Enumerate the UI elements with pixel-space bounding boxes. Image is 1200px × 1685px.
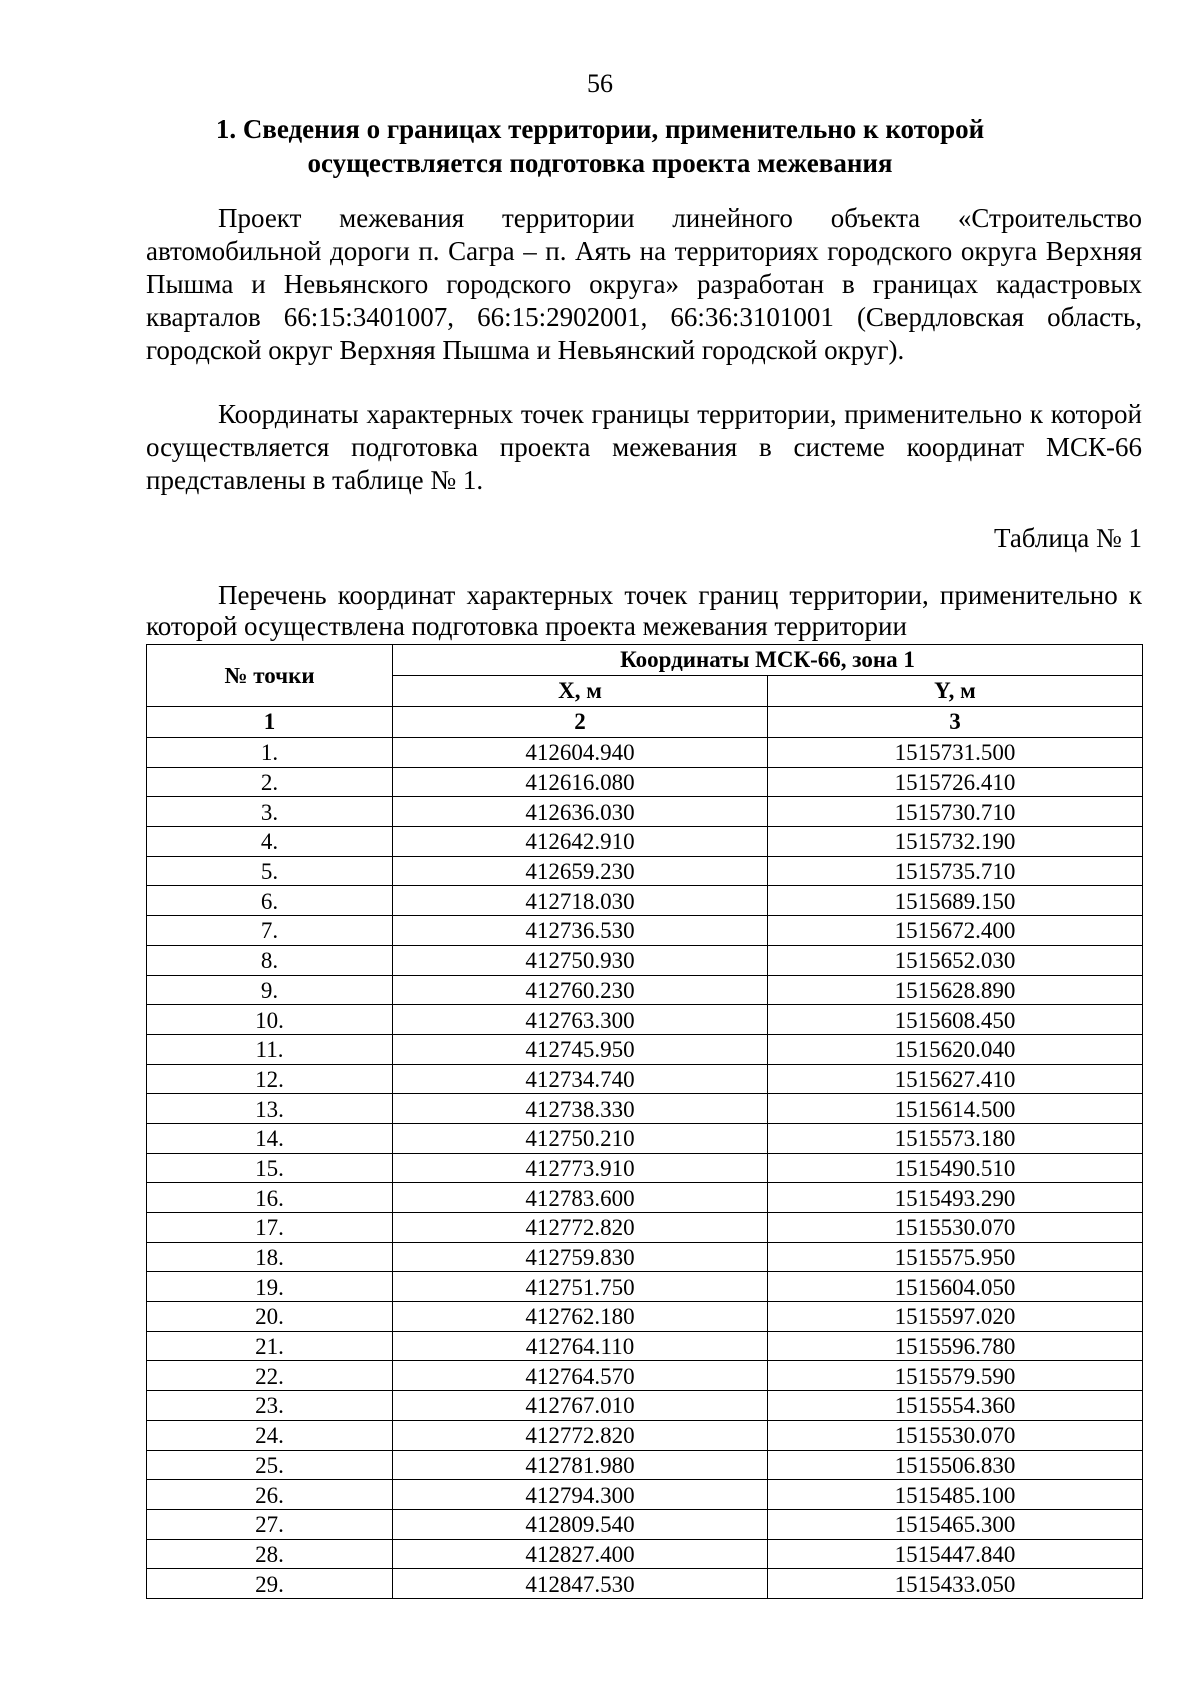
x-coordinate-cell: 412745.950 bbox=[393, 1034, 768, 1064]
x-coordinate-cell: 412764.570 bbox=[393, 1361, 768, 1391]
table-row bbox=[147, 1539, 1143, 1569]
table-row bbox=[147, 1005, 1143, 1035]
table-caption: Перечень координат характерных точек границ территории, применительно к которой осуществлена подготовка проекта межевания территории bbox=[146, 580, 1142, 641]
page-number: 56 bbox=[587, 69, 613, 98]
y-coordinate-cell: 1515485.100 bbox=[768, 1480, 1143, 1510]
x-coordinate-cell: 412636.030 bbox=[393, 797, 768, 827]
point-number-cell: 11. bbox=[147, 1034, 393, 1064]
y-coordinate-cell: 1515530.070 bbox=[768, 1420, 1143, 1450]
point-number-cell: 16. bbox=[147, 1183, 393, 1213]
column-number: 3 bbox=[768, 707, 1143, 738]
table-number: Таблица № 1 bbox=[994, 523, 1142, 553]
table-row bbox=[147, 945, 1143, 975]
point-number-cell: 19. bbox=[147, 1272, 393, 1302]
point-number-cell: 4. bbox=[147, 827, 393, 857]
table-row bbox=[147, 797, 1143, 827]
y-coordinate-cell: 1515530.070 bbox=[768, 1213, 1143, 1243]
y-coordinate-cell: 1515490.510 bbox=[768, 1153, 1143, 1183]
x-coordinate-cell: 412809.540 bbox=[393, 1509, 768, 1539]
x-coordinate-cell: 412781.980 bbox=[393, 1450, 768, 1480]
y-coordinate-cell: 1515620.040 bbox=[768, 1034, 1143, 1064]
x-coordinate-cell: 412734.740 bbox=[393, 1064, 768, 1094]
point-number-cell: 10. bbox=[147, 1005, 393, 1035]
table-row bbox=[147, 916, 1143, 946]
header-coordinates-group: Координаты МСК-66, зона 1 bbox=[393, 645, 1143, 676]
point-number-cell: 24. bbox=[147, 1420, 393, 1450]
point-number-cell: 28. bbox=[147, 1539, 393, 1569]
point-number-cell: 18. bbox=[147, 1242, 393, 1272]
table-row bbox=[147, 767, 1143, 797]
y-coordinate-cell: 1515554.360 bbox=[768, 1391, 1143, 1421]
x-coordinate-cell: 412604.940 bbox=[393, 738, 768, 768]
point-number-cell: 21. bbox=[147, 1331, 393, 1361]
section-heading-line-2: осуществляется подготовка проекта межевания bbox=[307, 148, 893, 178]
point-number-cell: 8. bbox=[147, 945, 393, 975]
x-coordinate-cell: 412616.080 bbox=[393, 767, 768, 797]
y-coordinate-cell: 1515627.410 bbox=[768, 1064, 1143, 1094]
y-coordinate-cell: 1515573.180 bbox=[768, 1123, 1143, 1153]
point-number-cell: 7. bbox=[147, 916, 393, 946]
column-number-row bbox=[147, 707, 1143, 738]
section-heading bbox=[150, 112, 1050, 180]
section-heading-line-1: 1. Сведения о границах территории, применительно к которой bbox=[215, 114, 985, 144]
x-coordinate-cell: 412738.330 bbox=[393, 1094, 768, 1124]
y-coordinate-cell: 1515493.290 bbox=[768, 1183, 1143, 1213]
y-coordinate-cell: 1515732.190 bbox=[768, 827, 1143, 857]
table-row bbox=[147, 1242, 1143, 1272]
table-row bbox=[147, 1480, 1143, 1510]
point-number-cell: 15. bbox=[147, 1153, 393, 1183]
point-number-cell: 25. bbox=[147, 1450, 393, 1480]
table-row bbox=[147, 1272, 1143, 1302]
y-coordinate-cell: 1515506.830 bbox=[768, 1450, 1143, 1480]
column-number: 1 bbox=[147, 707, 393, 738]
point-number-cell: 14. bbox=[147, 1123, 393, 1153]
y-coordinate-cell: 1515726.410 bbox=[768, 767, 1143, 797]
x-coordinate-cell: 412767.010 bbox=[393, 1391, 768, 1421]
x-coordinate-cell: 412751.750 bbox=[393, 1272, 768, 1302]
table-row bbox=[147, 1153, 1143, 1183]
paragraph-project-description: Проект межевания территории линейного объекта «Строительство автомобильной дороги п. Сагра – п. Аять на территориях городского округа Верхняя Пышма и Невьянского городского округа» разработан в границах кадастровых кварталов 66:15:3401007, 66:15:2902001, 66:36:3101001 (Свердловская область, городской округ Верхняя Пышма и Невьянский городской округ). bbox=[146, 203, 1142, 365]
point-number-cell: 6. bbox=[147, 886, 393, 916]
point-number-cell: 22. bbox=[147, 1361, 393, 1391]
x-coordinate-cell: 412772.820 bbox=[393, 1420, 768, 1450]
x-coordinate-cell: 412760.230 bbox=[393, 975, 768, 1005]
x-coordinate-cell: 412763.300 bbox=[393, 1005, 768, 1035]
point-number-cell: 23. bbox=[147, 1391, 393, 1421]
x-coordinate-cell: 412736.530 bbox=[393, 916, 768, 946]
x-coordinate-cell: 412750.210 bbox=[393, 1123, 768, 1153]
table-row bbox=[147, 1331, 1143, 1361]
y-coordinate-cell: 1515672.400 bbox=[768, 916, 1143, 946]
x-coordinate-cell: 412718.030 bbox=[393, 886, 768, 916]
table-row bbox=[147, 1213, 1143, 1243]
y-coordinate-cell: 1515730.710 bbox=[768, 797, 1143, 827]
table-row bbox=[147, 1123, 1143, 1153]
table-row bbox=[147, 1361, 1143, 1391]
point-number-cell: 13. bbox=[147, 1094, 393, 1124]
header-point-number: № точки bbox=[147, 645, 393, 707]
y-coordinate-cell: 1515628.890 bbox=[768, 975, 1143, 1005]
table-row bbox=[147, 856, 1143, 886]
y-coordinate-cell: 1515575.950 bbox=[768, 1242, 1143, 1272]
x-coordinate-cell: 412642.910 bbox=[393, 827, 768, 857]
y-coordinate-cell: 1515465.300 bbox=[768, 1509, 1143, 1539]
y-coordinate-cell: 1515433.050 bbox=[768, 1569, 1143, 1599]
x-coordinate-cell: 412847.530 bbox=[393, 1569, 768, 1599]
point-number-cell: 1. bbox=[147, 738, 393, 768]
y-coordinate-cell: 1515579.590 bbox=[768, 1361, 1143, 1391]
paragraph-coordinates-intro: Координаты характерных точек границы территории, применительно к которой осуществляется подготовка проекта межевания в системе координат МСК-66 представлены в таблице № 1. bbox=[146, 399, 1142, 495]
x-coordinate-cell: 412783.600 bbox=[393, 1183, 768, 1213]
point-number-cell: 5. bbox=[147, 856, 393, 886]
table-row bbox=[147, 1302, 1143, 1332]
y-coordinate-cell: 1515608.450 bbox=[768, 1005, 1143, 1035]
coordinates-table bbox=[146, 644, 1143, 1599]
point-number-cell: 29. bbox=[147, 1569, 393, 1599]
y-coordinate-cell: 1515596.780 bbox=[768, 1331, 1143, 1361]
point-number-cell: 26. bbox=[147, 1480, 393, 1510]
x-coordinate-cell: 412750.930 bbox=[393, 945, 768, 975]
y-coordinate-cell: 1515731.500 bbox=[768, 738, 1143, 768]
table-row bbox=[147, 1420, 1143, 1450]
table-row bbox=[147, 1391, 1143, 1421]
coordinates-table-body bbox=[147, 738, 1143, 1599]
x-coordinate-cell: 412773.910 bbox=[393, 1153, 768, 1183]
y-coordinate-cell: 1515652.030 bbox=[768, 945, 1143, 975]
table-row bbox=[147, 1094, 1143, 1124]
table-row bbox=[147, 886, 1143, 916]
table-row bbox=[147, 827, 1143, 857]
x-coordinate-cell: 412827.400 bbox=[393, 1539, 768, 1569]
table-row bbox=[147, 1064, 1143, 1094]
header-y: Y, м bbox=[768, 676, 1143, 707]
x-coordinate-cell: 412772.820 bbox=[393, 1213, 768, 1243]
y-coordinate-cell: 1515735.710 bbox=[768, 856, 1143, 886]
point-number-cell: 17. bbox=[147, 1213, 393, 1243]
y-coordinate-cell: 1515689.150 bbox=[768, 886, 1143, 916]
y-coordinate-cell: 1515614.500 bbox=[768, 1094, 1143, 1124]
header-x: X, м bbox=[393, 676, 768, 707]
y-coordinate-cell: 1515597.020 bbox=[768, 1302, 1143, 1332]
table-row bbox=[147, 1450, 1143, 1480]
x-coordinate-cell: 412659.230 bbox=[393, 856, 768, 886]
table-row bbox=[147, 975, 1143, 1005]
y-coordinate-cell: 1515447.840 bbox=[768, 1539, 1143, 1569]
point-number-cell: 2. bbox=[147, 767, 393, 797]
table-row bbox=[147, 738, 1143, 768]
table-row bbox=[147, 1034, 1143, 1064]
point-number-cell: 27. bbox=[147, 1509, 393, 1539]
table-row bbox=[147, 1569, 1143, 1599]
point-number-cell: 20. bbox=[147, 1302, 393, 1332]
y-coordinate-cell: 1515604.050 bbox=[768, 1272, 1143, 1302]
point-number-cell: 12. bbox=[147, 1064, 393, 1094]
x-coordinate-cell: 412759.830 bbox=[393, 1242, 768, 1272]
x-coordinate-cell: 412794.300 bbox=[393, 1480, 768, 1510]
table-row bbox=[147, 1509, 1143, 1539]
x-coordinate-cell: 412764.110 bbox=[393, 1331, 768, 1361]
point-number-cell: 3. bbox=[147, 797, 393, 827]
x-coordinate-cell: 412762.180 bbox=[393, 1302, 768, 1332]
column-number: 2 bbox=[393, 707, 768, 738]
point-number-cell: 9. bbox=[147, 975, 393, 1005]
table-row bbox=[147, 1183, 1143, 1213]
